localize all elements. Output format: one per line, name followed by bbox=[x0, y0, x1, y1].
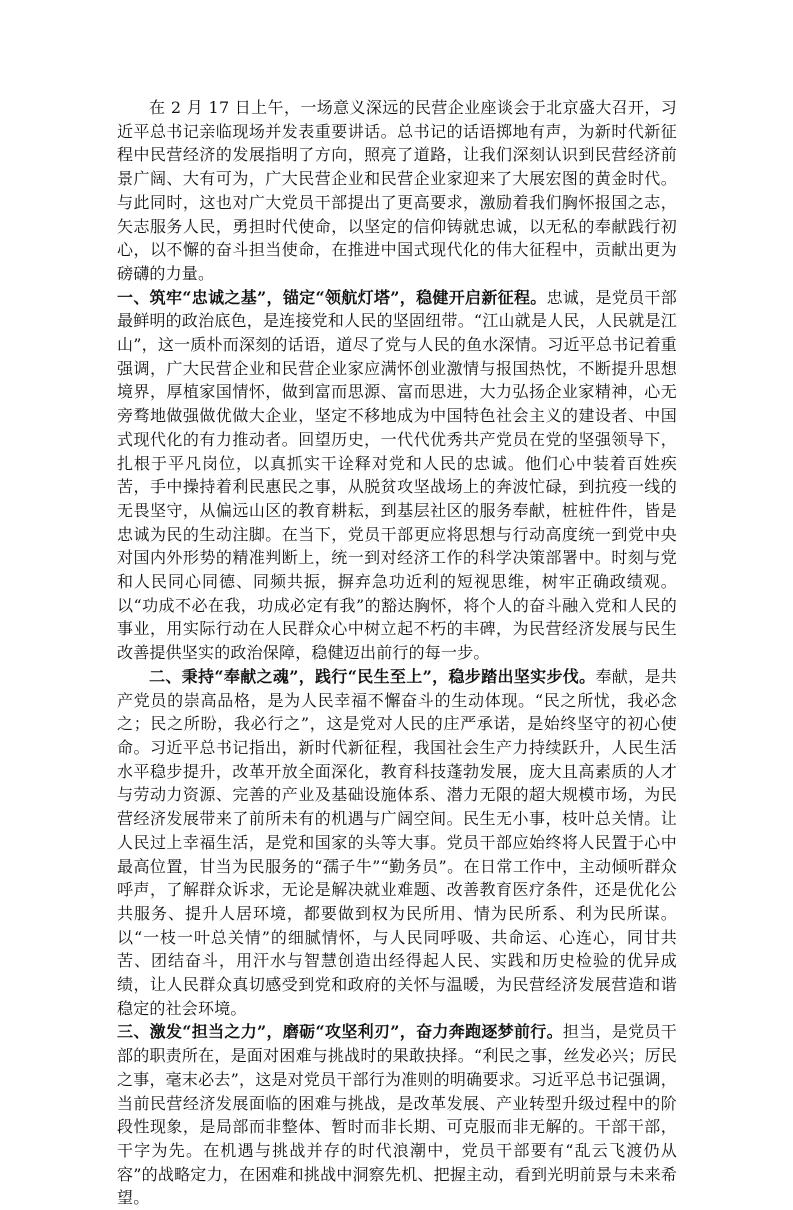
document-page bbox=[117, 96, 677, 1210]
section-3-heading: 三、激发“担当之力”，磨砺“攻坚利刃”，奋力奔跑逐梦前行。 bbox=[117, 1022, 563, 1042]
section-1-body: 忠诚，是党员干部最鲜明的政治底色，是连接党和人民的坚固纽带。“江山就是人民，人民就是江山”，这一质朴而深刻的话语，道尽了党与人民的鱼水深情。习近平总书记着重强调，广大民营企业和民营企业家应满怀创业激情与报国热忱，不断提升思想境界，厚植家国情怀，做到富而思源、富而思进，大力弘扬企业家精神，心无旁骛地做强做优做大企业，坚定不移地成为中国特色社会主义的建设者、中国式现代化的有力推动者。回望历史，一代代优秀共产党员在党的坚强领导下，扎根于平凡岗位，以真抓实干诠释对党和人民的忠诚。他们心中装着百姓疾苦，手中操持着利民惠民之事，从脱贫攻坚战场上的奔波忙碌，到抗疫一线的无畏坚守，从偏远山区的教育耕耘，到基层社区的服务奉献，桩桩件件，皆是忠诚为民的生动注脚。在当下，党员干部更应将思想与行动高度统一到党中央对国内外形势的精准判断上，统一到对经济工作的科学决策部署中。时刻与党和人民同心同德、同频共振，摒弃急功近利的短视思维，树牢正确政绩观。以“功成不必在我，功成必定有我”的豁达胸怀，将个人的奋斗融入党和人民的事业，用实际行动在人民群众心中树立起不朽的丰碑，为民营经济发展与民生改善提供坚实的政治保障，稳健迈出前行的每一步。 bbox=[117, 287, 677, 663]
section-3-body: 担当，是党员干部的职责所在，是面对困难与挑战时的果敢抉择。“利民之事，丝发必兴；厉民之事，毫末必去”，这是对党员干部行为准则的明确要求。习近平总书记强调，当前民营经济发展面临的困难与挑战，是改革发展、产业转型升级过程中的阶段性现象，是局部而非整体、暂时而非长期、可克服而非无解的。干部干部，干字为先。在机遇与挑战并存的时代浪潮中，党员干部要有“乱云飞渡仍从容”的战略定力，在困难和挑战中洞察先机、把握主动，看到光明前景与未来希望。 bbox=[117, 1022, 677, 1208]
section-3-paragraph bbox=[117, 1020, 677, 1210]
intro-paragraph: 在 2 月 17 日上午，一场意义深远的民营企业座谈会于北京盛大召开，习近平总书记亲临现场并发表重要讲话。总书记的话语掷地有声，为新时代新征程中民营经济的发展指明了方向，照亮了道路，让我们深刻认识到民营经济前景广阔、大有可为，广大民营企业和民营企业家迎来了大展宏图的黄金时代。与此同时，这也对广大党员干部提出了更高要求，激励着我们胸怀报国之志，矢志服务人民，勇担时代使命，以坚定的信仰铸就忠诚，以无私的奉献践行初心，以不懈的奋斗担当使命，在推进中国式现代化的伟大征程中，贡献出更为磅礴的力量。 bbox=[117, 98, 677, 283]
section-2-paragraph bbox=[117, 665, 677, 1021]
section-2-body: 奉献，是共产党员的崇高品格，是为人民幸福不懈奋斗的生动体现。“民之所忧，我必念之；民之所盼，我必行之”，这是党对人民的庄严承诺，是始终坚守的初心使命。习近平总书记指出，新时代新征程，我国社会生产力持续跃升，人民生活水平稳步提升，改革开放全面深化，教育科技蓬勃发展，庞大且高素质的人才与劳动力资源、完善的产业及基础设施体系、潜力无限的超大规模市场，为民营经济发展带来了前所未有的机遇与广阔空间。民生无小事，枝叶总关情。让人民过上幸福生活，是党和国家的头等大事。党员干部应始终将人民置于心中最高位置，甘当为民服务的“孺子牛”“勤务员”。在日常工作中，主动倾听群众呼声，了解群众诉求，无论是解决就业难题、改善教育医疗条件，还是优化公共服务、提升人居环境，都要做到权为民所用、情为民所系、利为民所谋。以“一枝一叶总关情”的细腻情怀，与人民同呼吸、共命运、心连心，同甘共苦、团结奋斗，用汗水与智慧创造出经得起人民、实践和历史检验的优异成绩，让人民群众真切感受到党和政府的关怀与温暖，为民营经济发展营造和谐稳定的社会环境。 bbox=[117, 666, 677, 1018]
section-1-paragraph bbox=[117, 286, 677, 665]
section-1-heading: 一、筑牢“忠诚之基”，锚定“领航灯塔”，稳健开启新征程。 bbox=[117, 287, 547, 307]
section-2-heading: 二、秉持“奉献之魂”，践行“民生至上”，稳步踏出坚实步伐。 bbox=[149, 666, 596, 686]
